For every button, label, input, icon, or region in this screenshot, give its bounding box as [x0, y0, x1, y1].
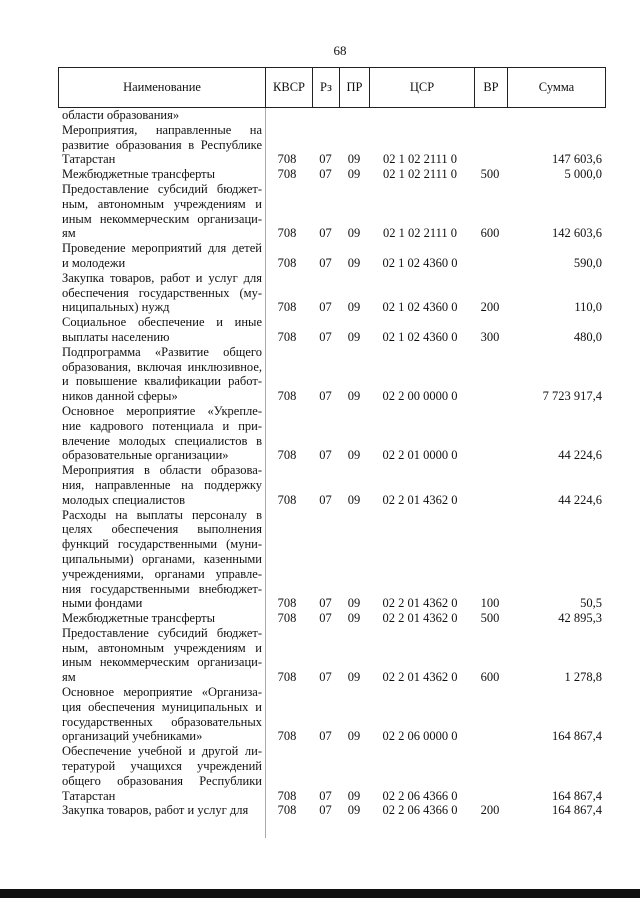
row-sum: 164 867,4: [552, 729, 602, 744]
row-sum: 147 603,6: [552, 152, 602, 167]
row-name: Проведение мероприятий для детей и молодежи: [62, 241, 262, 270]
row-kvsr: 708: [277, 448, 297, 463]
row-rz: 07: [319, 448, 332, 463]
row-pr: 09: [347, 167, 361, 182]
row-kvsr: 708: [277, 803, 297, 818]
row-vr: 300: [480, 329, 500, 344]
row-name: Мероприятия, направленные на развитие образования в Республике Татарстан: [62, 122, 262, 167]
row-name: Социальное обеспечение и иные выплаты населению: [62, 315, 262, 344]
row-name: области образования»: [62, 108, 180, 122]
table-body: [0, 108, 640, 818]
row-csr: 02 2 01 4362 0: [382, 492, 458, 507]
table-row: [0, 271, 640, 315]
row-rz: 07: [319, 152, 332, 167]
row-csr: 02 1 02 2111 0: [382, 226, 458, 241]
row-csr: 02 2 01 0000 0: [382, 448, 458, 463]
row-pr: 09: [347, 670, 361, 685]
row-rz: 07: [319, 226, 332, 241]
row-rz: 07: [319, 300, 332, 315]
header-rz: Рз: [313, 68, 340, 107]
table-row: [0, 108, 640, 123]
row-sum: 44 224,6: [558, 492, 602, 507]
row-rz: 07: [319, 329, 332, 344]
row-vr: 600: [480, 670, 500, 685]
row-pr: 09: [347, 611, 361, 626]
table-row: [0, 508, 640, 612]
row-sum: 44 224,6: [558, 448, 602, 463]
row-name: Предоставление субсидий бюджет-ным, автономным учреждениям и иным некоммерческим организаци-ям: [62, 625, 262, 685]
row-csr: 02 1 02 4360 0: [382, 255, 458, 270]
row-kvsr: 708: [277, 152, 297, 167]
row-vr: 500: [480, 611, 500, 626]
row-csr: 02 2 06 0000 0: [382, 729, 458, 744]
row-pr: 09: [347, 255, 361, 270]
row-rz: 07: [319, 611, 332, 626]
row-sum: 164 867,4: [552, 788, 602, 803]
row-pr: 09: [347, 300, 361, 315]
row-pr: 09: [347, 448, 361, 463]
header-name: Наименование: [59, 68, 266, 107]
row-name: Межбюджетные трансферты: [62, 167, 216, 182]
table-row: [0, 463, 640, 507]
row-kvsr: 708: [277, 329, 297, 344]
row-rz: 07: [319, 389, 332, 404]
row-sum: 5 000,0: [564, 167, 602, 182]
row-csr: 02 2 01 4362 0: [382, 611, 458, 626]
table-row: [0, 315, 640, 345]
row-name: Закупка товаров, работ и услуг для обеспечения государственных (му-ниципальных) нужд: [62, 270, 262, 315]
table-row: [0, 123, 640, 167]
row-kvsr: 708: [277, 255, 297, 270]
row-sum: 142 603,6: [552, 226, 602, 241]
row-sum: 110,0: [574, 300, 602, 315]
row-sum: 480,0: [573, 329, 602, 344]
row-name: Мероприятия в области образова-ния, направленные на поддержку молодых специалистов: [62, 463, 262, 507]
row-pr: 09: [347, 596, 361, 611]
row-csr: 02 2 01 4362 0: [382, 670, 458, 685]
header-sum: Сумма: [538, 80, 575, 94]
row-pr: 09: [347, 226, 361, 241]
row-vr: 500: [480, 167, 500, 182]
row-kvsr: 708: [277, 729, 297, 744]
header-csr: ЦСР: [370, 68, 475, 107]
row-kvsr: 708: [277, 670, 297, 685]
table-row: [0, 167, 640, 182]
row-kvsr: 708: [277, 226, 297, 241]
row-name: Закупка товаров, работ и услуг для: [62, 803, 249, 818]
row-csr: 02 1 02 4360 0: [382, 300, 458, 315]
row-name: Расходы на выплаты персоналу в целях обеспечения выполнения функций государственными (муни-ципальными) органами, казенными учреждениями, органами управле-ния государственными внебюджет-ными фондами: [62, 507, 262, 611]
row-kvsr: 708: [277, 611, 297, 626]
row-csr: 02 2 01 4362 0: [382, 596, 458, 611]
row-csr: 02 2 06 4366 0: [382, 803, 458, 818]
header-vr: ВР: [475, 68, 508, 107]
row-name: Предоставление субсидий бюджет-ным, автономным учреждениям и иным некоммерческим организаци-ям: [62, 181, 262, 241]
row-csr: 02 1 02 4360 0: [382, 329, 458, 344]
row-pr: 09: [347, 492, 361, 507]
row-kvsr: 708: [277, 167, 297, 182]
row-name: Межбюджетные трансферты: [62, 611, 216, 626]
row-kvsr: 708: [277, 389, 297, 404]
row-sum: 7 723 917,4: [542, 389, 602, 404]
table-row: [0, 404, 640, 463]
row-rz: 07: [319, 255, 332, 270]
table-row: [0, 345, 640, 404]
row-pr: 09: [347, 152, 361, 167]
row-name: Основное мероприятие «Укрепле-ние кадрового потенциала и при-влечение молодых специалистов в образовательные организации»: [62, 403, 262, 463]
header-pr: ПР: [340, 68, 370, 107]
row-pr: 09: [347, 329, 361, 344]
row-kvsr: 708: [277, 596, 297, 611]
row-vr: 100: [480, 596, 500, 611]
row-sum: 42 895,3: [558, 611, 602, 626]
row-name: Обеспечение учебной и другой ли-тературой учащихся учреждений общего образования Республики Татарстан: [62, 744, 262, 803]
row-kvsr: 708: [277, 300, 297, 315]
row-sum: 50,5: [580, 596, 602, 611]
row-name: Подпрограмма «Развитие общего образования, включая инклюзивное, и повышение квалификации работ-ников данной сферы»: [62, 344, 262, 404]
table-row: [0, 744, 640, 803]
table-row: [0, 241, 640, 271]
row-sum: 590,0: [573, 255, 602, 270]
row-vr: 600: [480, 226, 500, 241]
row-csr: 02 2 00 0000 0: [382, 389, 458, 404]
row-pr: 09: [347, 729, 361, 744]
row-vr: 200: [480, 803, 500, 818]
row-rz: 07: [319, 670, 332, 685]
scan-edge-bar: [0, 889, 640, 898]
row-rz: 07: [319, 167, 332, 182]
table-row: [0, 626, 640, 685]
row-pr: 09: [347, 788, 361, 803]
row-rz: 07: [319, 492, 332, 507]
row-rz: 07: [319, 803, 332, 818]
row-csr: 02 1 02 2111 0: [382, 152, 458, 167]
row-sum: 1 278,8: [564, 670, 602, 685]
row-kvsr: 708: [277, 492, 297, 507]
table-row: [0, 803, 640, 818]
row-pr: 09: [347, 389, 361, 404]
header-kvsr: КВСР: [266, 68, 313, 107]
table-row: [0, 182, 640, 241]
row-sum: 164 867,4: [552, 803, 602, 818]
row-name: Основное мероприятие «Организа-ция обеспечения муниципальных и государственных образовательных организаций учебниками»: [62, 685, 262, 744]
row-csr: 02 2 06 4366 0: [382, 788, 458, 803]
table-row: [0, 611, 640, 626]
row-rz: 07: [319, 729, 332, 744]
row-csr: 02 1 02 2111 0: [382, 167, 458, 182]
table-row: [0, 685, 640, 744]
table-header: [58, 67, 606, 108]
row-vr: 200: [480, 300, 500, 315]
row-rz: 07: [319, 788, 332, 803]
row-rz: 07: [319, 596, 332, 611]
row-pr: 09: [347, 803, 361, 818]
row-kvsr: 708: [277, 788, 297, 803]
page-number: 68: [333, 43, 347, 58]
